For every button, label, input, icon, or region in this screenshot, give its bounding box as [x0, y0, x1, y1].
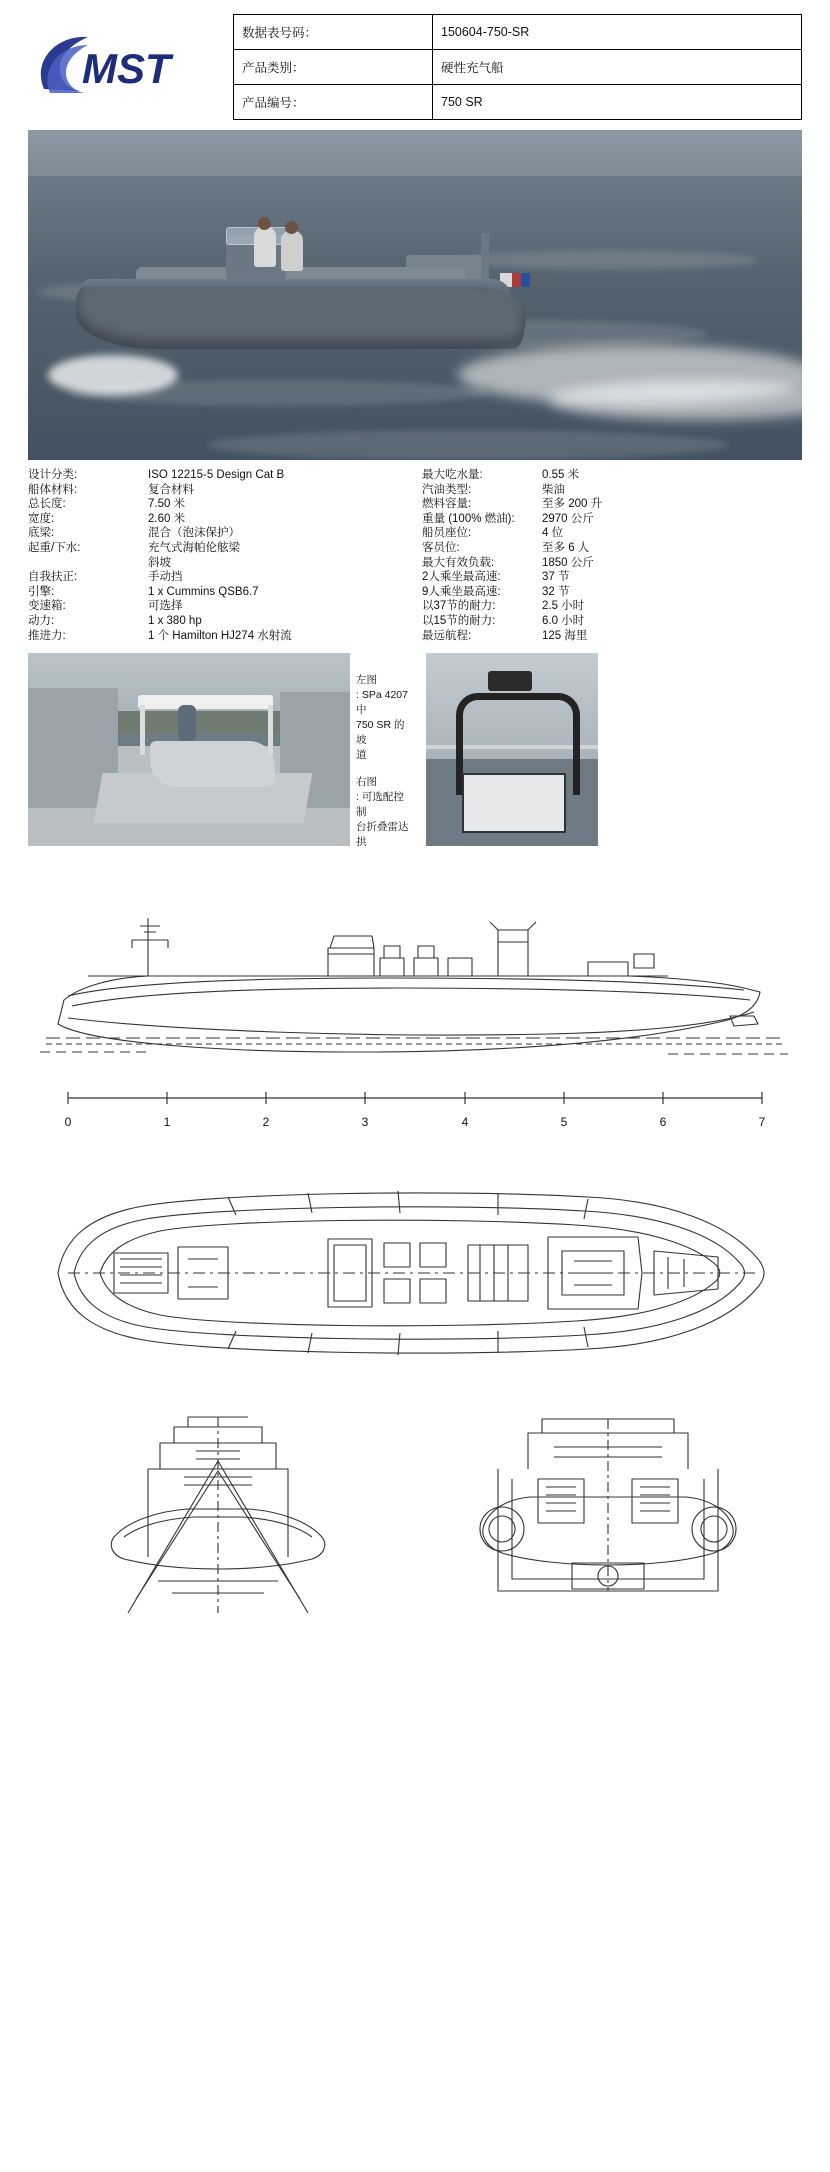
spec-value: 至多 200 升: [542, 498, 603, 511]
spec-value: 2.60 米: [148, 512, 186, 525]
spec-row: [422, 599, 802, 614]
crew-person: [281, 231, 303, 271]
datasheet-page: [0, 14, 830, 1643]
header-info-table: [233, 14, 802, 120]
photo-caption-left: [350, 653, 418, 862]
document-header: [28, 14, 802, 120]
spec-value: 可选择: [148, 600, 183, 613]
mst-logo-mark: [36, 31, 226, 103]
table-row: [234, 85, 802, 120]
spec-row: [28, 512, 408, 527]
photo-row: [28, 653, 802, 862]
photo-folding-radar-arch: [426, 653, 598, 846]
spec-key: 设计分类:: [28, 469, 78, 481]
spec-value: 7.50 米: [148, 498, 186, 511]
spec-row: [28, 599, 408, 614]
boat-illustration: [76, 225, 526, 375]
spec-value: 手动挡: [148, 571, 183, 584]
scale-tick-2: 2: [262, 1115, 270, 1130]
svg-text:MST: MST: [81, 45, 171, 92]
spec-key: 最大吃水量:: [422, 469, 483, 481]
header-label-1: 产品类别：: [234, 50, 433, 85]
rib-on-ramp: [150, 741, 275, 787]
hero-photo-boat-underway: [28, 130, 802, 460]
helm-console: [462, 773, 566, 833]
spec-key: 客员位:: [422, 541, 460, 554]
spec-row: [28, 570, 408, 585]
spec-row: [28, 541, 408, 556]
spec-value: 125 海里: [542, 629, 588, 642]
spec-row: [422, 512, 802, 527]
caption-line: : 可选配控制: [356, 791, 404, 819]
spec-key: 底梁:: [28, 527, 55, 540]
spec-key: 以15节的耐力:: [422, 614, 496, 627]
spec-value: 6.0 小时: [542, 614, 585, 627]
header-label-2: 产品编号：: [234, 85, 433, 120]
drawing-side-view: [28, 892, 802, 1092]
specifications: [28, 468, 802, 643]
scale-tick-3: 3: [361, 1115, 369, 1130]
scale-tick-0: 0: [64, 1115, 72, 1130]
wave: [208, 430, 728, 460]
crew-head: [285, 221, 298, 234]
drawing-top-view: [28, 1173, 802, 1373]
spec-key: 引擎:: [28, 585, 55, 598]
caption-line: 道: [356, 749, 367, 762]
header-value-2: 750 SR: [433, 85, 802, 120]
scale-tick-1: 1: [163, 1115, 171, 1130]
spec-row: [422, 629, 802, 644]
spec-key: 2人乘坐最高速:: [422, 571, 501, 584]
crew-head: [258, 217, 271, 230]
spec-row: [422, 526, 802, 541]
spec-value: ISO 12215-5 Design Cat B: [148, 469, 285, 481]
photo-sky: [28, 130, 802, 183]
spec-value: 37 节: [542, 571, 570, 584]
canopy-post: [140, 705, 145, 755]
spec-value: 柴油: [542, 483, 565, 496]
header-label-0: 数据表号码：: [234, 15, 433, 50]
antenna-mast: [481, 233, 489, 283]
caption-line: 台折叠雷达拱: [356, 821, 409, 849]
spec-row: [422, 570, 802, 585]
spec-row: [422, 585, 802, 600]
spec-key: 自我扶正:: [28, 571, 78, 584]
spec-key: 变速箱:: [28, 600, 66, 613]
spec-value: 1 个 Hamilton HJ274 水射流: [148, 629, 292, 642]
spec-row: [422, 614, 802, 629]
hull: [76, 287, 526, 349]
caption-line: 左图: [356, 674, 377, 687]
table-row: [234, 50, 802, 85]
spec-value: 32 节: [542, 585, 570, 598]
spec-key: 船员座位:: [422, 527, 472, 540]
spec-value: 复合材料: [148, 483, 194, 496]
photo-caption-right: [356, 775, 414, 850]
header-value-1: 硬性充气船: [433, 50, 802, 85]
table-row: [234, 15, 802, 50]
radar-unit: [488, 671, 532, 691]
crew-person: [178, 705, 196, 741]
caption-line: 750 SR 的坡: [356, 719, 405, 747]
spec-key: 总长度:: [28, 498, 66, 511]
scale-tick-5: 5: [560, 1115, 568, 1130]
spec-key: 宽度:: [28, 512, 55, 525]
spec-key: 9人乘坐最高速:: [422, 585, 501, 598]
spec-key: 动力:: [28, 614, 55, 627]
spec-row: [28, 585, 408, 600]
drawing-front-rear-views: [28, 1413, 802, 1643]
canopy: [138, 695, 273, 709]
spec-column-left: [28, 468, 408, 643]
spec-key: 以37节的耐力:: [422, 600, 496, 613]
bow-spray: [48, 355, 178, 395]
spec-row: [28, 614, 408, 629]
spec-key: 汽油类型:: [422, 483, 472, 496]
spec-row: [422, 541, 802, 556]
spec-row: [28, 556, 408, 571]
spec-value: 1850 公斤: [542, 556, 594, 569]
spec-value: 1 x Cummins QSB6.7: [148, 585, 259, 598]
spec-value: 斜坡: [148, 556, 171, 569]
spec-row: [28, 497, 408, 512]
spec-value: 混合（泡沫保护）: [148, 527, 240, 540]
spec-column-right: [408, 468, 802, 643]
spec-row: [28, 526, 408, 541]
scale-bar: [28, 1092, 802, 1133]
spec-row: [422, 483, 802, 498]
scale-tick-6: 6: [659, 1115, 667, 1130]
spec-value: 4 位: [542, 527, 564, 540]
spec-row: [422, 556, 802, 571]
spec-value: 充气式海帕伦舷梁: [148, 541, 240, 554]
spec-row: [422, 497, 802, 512]
spec-key: 船体材料:: [28, 483, 78, 496]
spec-row: [28, 629, 408, 644]
spec-row: [28, 468, 408, 483]
spec-key: [28, 556, 148, 571]
canopy-post: [268, 705, 273, 755]
header-value-0: 150604-750-SR: [433, 15, 802, 50]
scale-tick-4: 4: [461, 1115, 469, 1130]
spec-value: 至多 6 人: [542, 541, 590, 554]
spec-value: 0.55 米: [542, 469, 580, 481]
spec-value: 1 x 380 hp: [148, 614, 202, 627]
caption-line: : SPa 4207 中: [356, 689, 408, 717]
spec-key: 起重/下水:: [28, 541, 81, 554]
caption-line: 右图: [356, 776, 377, 789]
scale-tick-7: 7: [758, 1115, 766, 1130]
spec-key: 最大有效负载:: [422, 556, 495, 569]
spec-key: 最远航程:: [422, 629, 472, 642]
spec-key: 重量 (100% 燃油):: [422, 512, 515, 525]
spec-key: 燃料容量:: [422, 498, 472, 511]
brand-logo: [28, 14, 233, 120]
spec-row: [422, 468, 802, 483]
spec-row: [28, 483, 408, 498]
photo-ramp-launch: [28, 653, 350, 846]
crew-person: [254, 227, 276, 267]
scale-tick-labels: [28, 1115, 802, 1133]
spec-value: 2970 公斤: [542, 512, 594, 525]
spec-key: 推进力:: [28, 629, 66, 642]
spec-value: 2.5 小时: [542, 600, 585, 613]
